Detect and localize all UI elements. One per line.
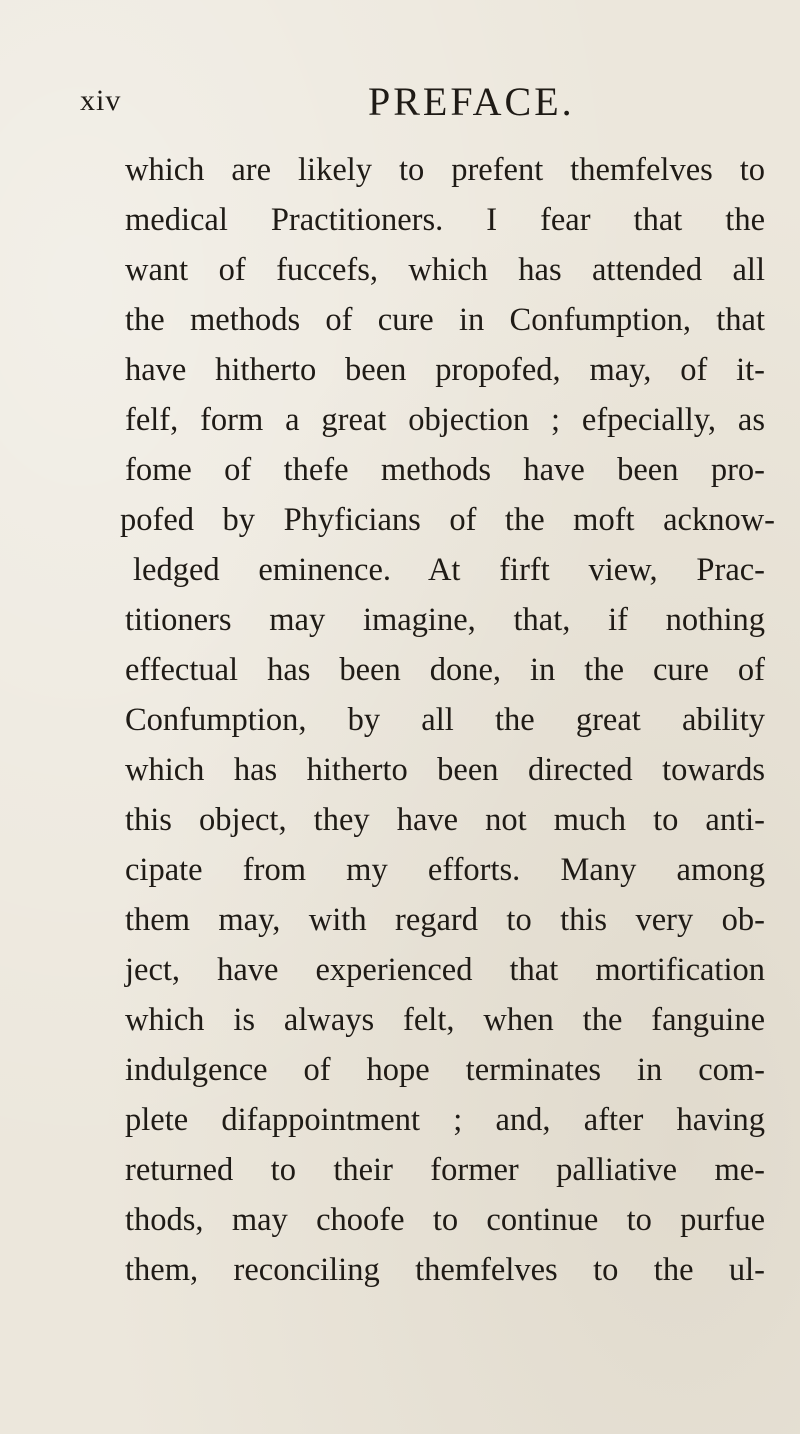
text-line: want of fuccefs, which has attended all bbox=[125, 252, 765, 288]
text-line: effectual has been done, in the cure of bbox=[125, 652, 765, 688]
text-line: medical Practitioners. I fear that the bbox=[125, 202, 765, 238]
text-line: them, reconciling themfelves to the ul- bbox=[125, 1252, 765, 1288]
text-line: cipate from my efforts. Many among bbox=[125, 852, 765, 888]
text-line: titioners may imagine, that, if nothing bbox=[125, 602, 765, 638]
text-line: thods, may choofe to continue to purfue bbox=[125, 1202, 765, 1238]
text-line: which has hitherto been directed towards bbox=[125, 752, 765, 788]
text-line: pofed by Phyficians of the moft acknow- bbox=[120, 502, 775, 538]
text-line: which are likely to prefent themfelves to bbox=[125, 152, 765, 188]
text-line: indulgence of hope terminates in com- bbox=[125, 1052, 765, 1088]
text-line: felf, form a great objection ; efpecially, as bbox=[125, 402, 765, 438]
text-line: plete difappointment ; and, after having bbox=[125, 1102, 765, 1138]
page-number: xiv bbox=[80, 84, 122, 117]
page-header bbox=[80, 78, 760, 128]
text-line: the methods of cure in Confumption, that bbox=[125, 302, 765, 338]
text-line: have hitherto been propofed, may, of it- bbox=[125, 352, 765, 388]
running-head: PREFACE. bbox=[368, 79, 575, 124]
text-line: Confumption, by all the great ability bbox=[125, 702, 765, 738]
text-line: ject, have experienced that mortification bbox=[125, 952, 765, 988]
text-line: this object, they have not much to anti- bbox=[125, 802, 765, 838]
text-line: ledged eminence. At firft view, Prac- bbox=[133, 552, 765, 588]
text-line: fome of thefe methods have been pro- bbox=[125, 452, 765, 488]
text-line: them may, with regard to this very ob- bbox=[125, 902, 765, 938]
text-line: returned to their former palliative me- bbox=[125, 1152, 765, 1188]
text-line: which is always felt, when the fanguine bbox=[125, 1002, 765, 1038]
